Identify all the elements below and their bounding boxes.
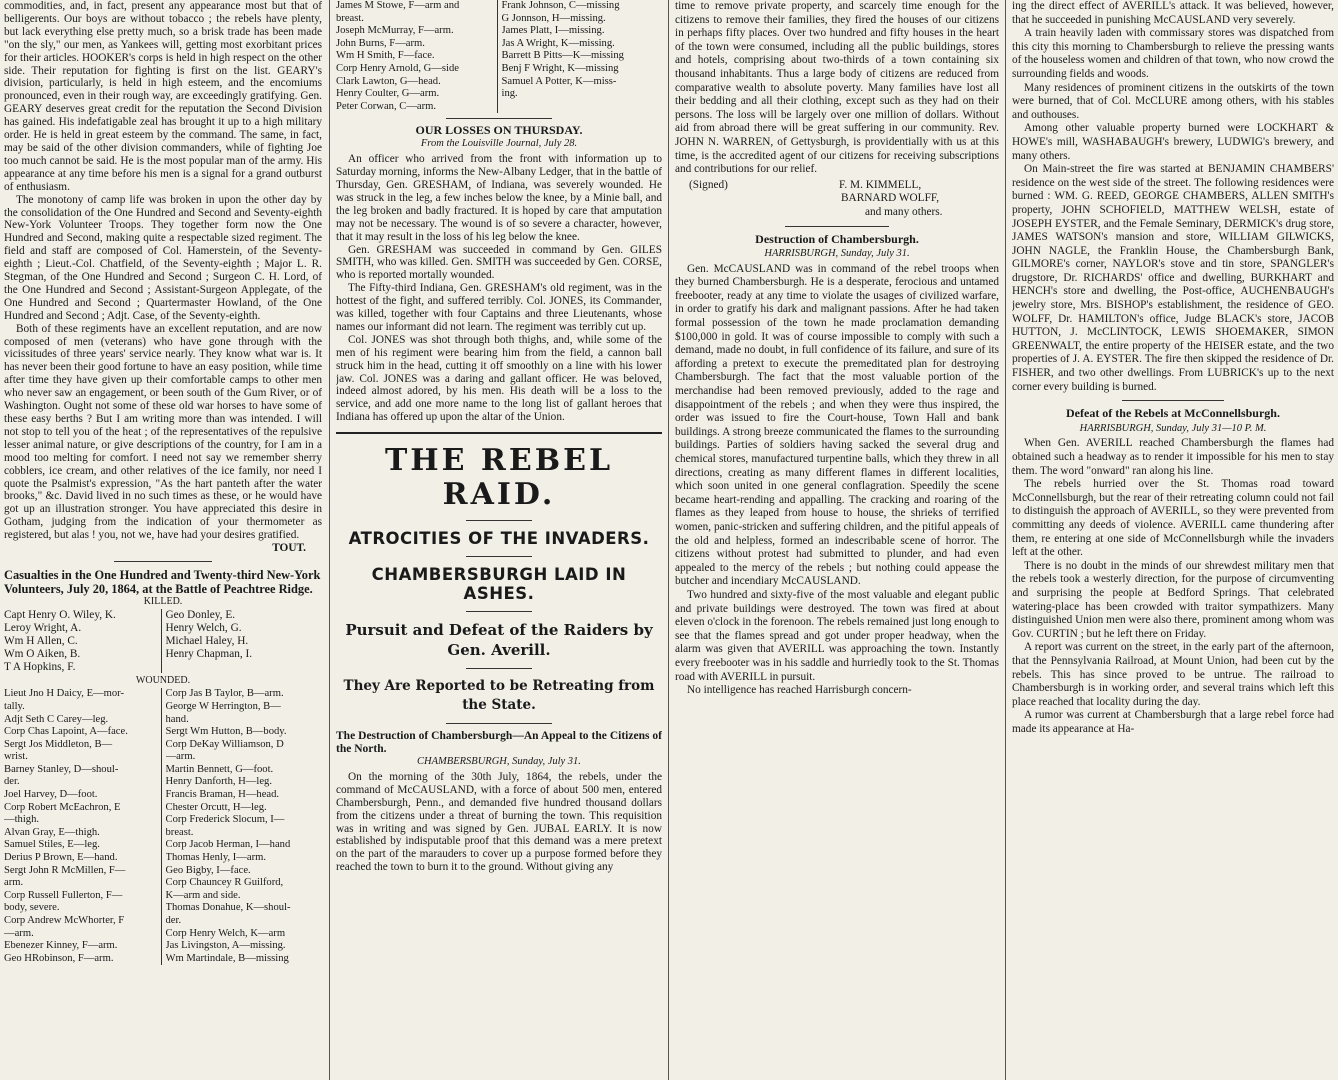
casualty-list-right	[497, 0, 663, 113]
section-divider	[114, 561, 212, 562]
article-paragraph: ing the direct effect of AVERILL's attack. It was believed, however, that he succeeded in punishing McCAUSLAND very severely.	[1012, 0, 1334, 26]
raid-subheadline-1: ATROCITIES OF THE INVADERS.	[348, 529, 650, 549]
killed-label: KILLED.	[143, 595, 183, 607]
article-paragraph: A rumor was current at Chambersburgh that a large rebel force had made its appearance at Ha-	[1012, 709, 1334, 735]
casualty-entry: T A Hopkins, F.	[4, 660, 76, 673]
casualty-entry: breast.	[165, 826, 194, 838]
killed-list-left	[4, 609, 161, 674]
casualty-entry: —arm.	[165, 751, 196, 763]
casualty-entry: Martin Bennett, G—foot.	[165, 763, 274, 775]
casualty-entry: body, severe.	[4, 902, 60, 914]
headline-divider	[466, 611, 532, 612]
article-paragraph: Gen. GRESHAM was succeeded in command by Gen. GILES SMITH, who was killed. Gen. SMITH was succeeded by Gen. CORSE, who is reported mortally wounded.	[336, 243, 662, 282]
casualty-entry: Michael Haley, H.	[165, 634, 249, 647]
casualty-entry: Lieut Jno H Daicy, E—mor-	[4, 688, 125, 700]
column-2	[336, 0, 662, 1080]
casualty-entry: der.	[165, 915, 182, 926]
article-paragraph: Two hundred and sixty-five of the most valuable and elegant public and private buildings were destroyed. The town was fired at about eleven o'clock in the forenoon. The rebels remained just long enough to see that the flames spread and got under proper headway, when the alarm was given that AVERILL was approaching the town. Instantly every freebooter was in his saddle and hurriedly took to the St. Thomas road with AVERILL in pursuit.	[675, 588, 999, 683]
casualty-entry: ing.	[501, 88, 518, 100]
casualty-entry: Wm H Allen, C.	[4, 634, 78, 647]
casualty-entry: Sergt Wm Hutton, B—body.	[165, 726, 287, 738]
wounded-list-left	[4, 688, 161, 965]
raid-headline: THE REBEL RAID.	[384, 443, 614, 513]
casualty-list-left	[336, 0, 497, 113]
casualty-entry: Corp Robert McEachron, E	[4, 801, 121, 813]
casualty-entry: Derius P Brown, E—hand.	[4, 852, 118, 864]
casualty-entry: Corp Frederick Slocum, I—	[165, 814, 285, 826]
casualty-entry: wrist.	[4, 751, 28, 763]
casualty-entry: Thomas Henly, I—arm.	[165, 852, 267, 864]
casualty-entry: Joseph McMurray, F—arm.	[336, 25, 454, 37]
casualties-title: Casualties in the One Hundred and Twenty-third New-York Volunteers, July 20, 1864, at the Battle of Peachtree Ridge.	[4, 567, 321, 596]
article-paragraph: On Main-street the fire was started at BENJAMIN CHAMBERS' residence on the west side of the street. The following residences were burned : WM. G. REED, GEORGE CHAMBERS, ALLEN SMITH's property, JOHN SCHOFIELD, MATTHEW WELSH, estate of JOSEPH EYSTER, and the Female Seminary, DERMICK's drug store, JAMES WATSON's mansion and store, WILLIAM GILWICKS, JOHN NAGLE, the Franklin House, the Chambersburgh Bank, GILMORE's corner, NAYLOR's stove and tin store, SPANGLER's drugstore, Dr. RICHARDS' office and dwelling, BURKHART and HENCH's store and dwelling, the Post-office, AUCHENBAUGH's jewelry store, Mrs. BISHOP's establishment, the residence of GEO. WOLFF, Dr. HAMILTON's office, Judge BLACK's store, JACOB HUTTON, J. McCLINTOCK, LEWIS SHOEMAKER, SIMON GREENWALT, the entire property of the HEISER estate, and the two properties of J. A. EYSTER. The fire then skipped the residence of Dr. FISHER, and two other dwellings. From LUBRICK's up to the next corner every building is burned.	[1012, 163, 1334, 393]
casualty-entry: tally.	[4, 700, 25, 712]
casualty-entry: Francis Braman, H—head.	[165, 789, 280, 801]
wounded-label: WOUNDED.	[135, 675, 191, 687]
casualty-entry: Henry Danforth, H—leg.	[165, 776, 272, 788]
column-3	[675, 0, 999, 1080]
casualty-entry: Thomas Donahue, K—shoul-	[165, 902, 291, 914]
section-divider	[1122, 400, 1224, 401]
casualty-entry: Corp Jas B Taylor, B—arm.	[165, 688, 284, 700]
casualty-entry: Sergt John R McMillen, F—	[4, 864, 126, 876]
casualty-entry: Capt Henry O. Wiley, K.	[4, 608, 116, 621]
casualty-entry: —arm.	[4, 927, 34, 939]
article-paragraph: On the morning of the 30th July, 1864, the rebels, under the command of McCAUSLAND, with a force of about 500 men, entered Chambersburgh, Penn., and demanded five hundred thousand dollars from the citizens under a threat of burning the town. This requisition was in writing and was signed by Gen. JUBAL EARLY. It is now established by indisputable proof that this demand was a mere pretext on the part of the marauders to cover up a purpose formed before they reached the town to burn it to the ground. Without giving any	[336, 770, 662, 874]
casualty-entry: Corp Chauncey R Guilford,	[165, 877, 284, 889]
article-paragraph: When Gen. AVERILL reached Chambersburgh the flames had obtained such a headway as to render it impossible for his men to stay them. The word "onward" ran along his line.	[1012, 437, 1334, 477]
defeat-dateline: HARRISBURGH, Sunday, July 31—10 P. M.	[1079, 422, 1267, 434]
casualty-entry: James M Stowe, F—arm and	[336, 0, 460, 11]
casualty-entry: hand.	[165, 713, 189, 725]
article-paragraph: The Fifty-third Indiana, Gen. GRESHAM's old regiment, was in the hottest of the fight, and suffered terribly. Col. JONES, its Commander, was killed, together with four Captains and three Lieutenants, whose names our informant did not learn. The regiment was terribly cut up.	[336, 282, 662, 333]
casualty-entry: Sergt Jos Middleton, B—	[4, 738, 113, 750]
casualty-entry: James Platt, I—missing.	[501, 25, 605, 37]
casualty-entry: Wm H Smith, F—face.	[336, 50, 435, 62]
headline-divider	[466, 520, 532, 521]
defeat-headline: Defeat of the Rebels at McConnellsburgh.	[1066, 406, 1280, 421]
killed-list-right	[161, 609, 323, 674]
losses-dateline: From the Louisville Journal, July 28.	[420, 138, 578, 150]
signer-2: BARNARD WOLFF,	[841, 192, 940, 205]
casualty-entry: Henry Welch, G.	[165, 621, 242, 634]
raid-subheadline-3: Pursuit and Defeat of the Raiders by Gen. Averill.	[345, 621, 653, 660]
casualty-entry: John Burns, F—arm.	[336, 37, 425, 49]
casualty-entry: Peter Corwan, C—arm.	[336, 100, 437, 112]
casualty-entry: Corp Henry Welch, K—arm	[165, 927, 286, 939]
casualty-entry: Corp DeKay Williamson, D	[165, 738, 284, 750]
column-4	[1012, 0, 1334, 1080]
casualty-entry: Adjt Seth C Carey—leg.	[4, 713, 109, 725]
casualty-entry: Chester Orcutt, H—leg.	[165, 801, 267, 813]
article-paragraph: Col. JONES was shot through both thighs, and, while some of the men of his regiment were bearing him from the field, a cannon ball struck him in the head, cutting it off smoothly on a line with his lower jaw. Col. JONES was a daring and gallant officer. He was beloved, indeed almost adored, by his men. His death will be a loss to the service, and add one more name to the long list of gallant heroes that Indiana has offered up upon the altar of the Union.	[336, 333, 662, 424]
casualty-entry: Corp Andrew McWhorter, F	[4, 915, 125, 926]
raid-subheadline-4: They Are Reported to be Retreating from the State.	[343, 678, 655, 714]
casualty-list-continued	[336, 0, 662, 113]
destruction2-dateline: HARRISBURGH, Sunday, July 31.	[764, 248, 910, 260]
casualty-entry: Jas Livingston, A—missing.	[165, 940, 286, 952]
section-divider	[785, 226, 889, 227]
raid-subheadline-2: CHAMBERSBURGH LAID IN ASHES.	[371, 565, 627, 604]
casualty-entry: Benj F Wright, K—missing	[501, 62, 619, 74]
article-paragraph: The monotony of camp life was broken in upon the other day by the consolidation of the One Hundred and Second and Seventy-eighth New-York Volunteer Troops. They together form now the One Hundred and Second, making quite a respectable sized regiment. The field and staff are composed of Col. Hamerstein, of the Seventy-eighth ; Lieut.-Col. Chatfield, of the Seventy-eighth ; Major L. R. Stegman, of the One Hundred and Second ; Surgeon C. H. Lord, of the One Hundred and Second ; Assistant-Surgeon Applegate, of the One Hundred and Second ; Quartermaster Howland, of the One Hundred and Second ; Adjt. Case, of the Seventy-eighth.	[4, 193, 322, 322]
casualty-entry: Samuel Stiles, E—leg.	[4, 839, 100, 851]
article-paragraph: Gen. McCAUSLAND was in command of the rebel troops when they burned Chambersburgh. He is a desperate, ferocious and untamed freebooter, ready at any time to violate the usages of civilized warfare, in order to gratify his dark and malignant passions. After he had taken formal possession of the town he made proclamation demanding $100,000 in gold. It was of course impossible to comply with such a demand, made no doubt, in full confidence of its failure, and sure of its affording a pretext to execute the premeditated plan for destroying Chambersburgh. The fact that the most valuable portion of the merchandise had been removed previously, added to the rage and disappointment of the rebels ; and when they were thus inspired, the order was issued to fire the Court-house, Town Hall and bank buildings. A strong breeze communicated the flames to the surrounding buildings. Parties of soldiers having sacked the several drug and chemical stores, manufactured turpentine balls, which they threw in all directions, creating as many different flames in different localities, which soon united in one general conflagration. Speedily the scene became heart-rending and appalling. The cracking and roaring of the flames as they leaped from house to house, the shrieks of terrified women, panic-stricken and suffering children, and the pitiful appeals of the old and helpless, formed an indescribable scene of horror. The citizens without protest had submitted to plunder, and had even appealed to the mercy of the rebels ; but nothing could appease the butcher and incendiary McCAUSLAND.	[675, 262, 999, 588]
signer-3: and many others.	[865, 205, 943, 218]
casualty-entry: G Jonnson, H—missing.	[501, 12, 606, 24]
wounded-list	[4, 688, 322, 965]
casualty-entry: Corp Russell Fullerton, F—	[4, 889, 123, 901]
casualty-entry: Frank Johnson, C—missing	[501, 0, 620, 11]
casualty-entry: Corp Chas Lapoint, A—face.	[4, 726, 128, 738]
article-paragraph: time to remove private property, and scarcely time enough for the citizens to remove their families, they fired the houses of our citizens in perhaps fifty places. Over two hundred and fifty houses in the heart of the town were consumed, including all the public buildings, stores and hotels, comprising about two-thirds of a town containing six thousand inhabitants. Thus a large body of citizens are reduced from comparative wealth to absolute poverty. Many families have lost all their bedding and all their clothing, except such as they had on their persons. The loss will be largely over one million of dollars. Without aid from abroad there will be great suffering in our community. Rev. JOHN N. WARREN, of Gettysburgh, is providentially with us at this time, is the accredited agent of our citizens for receiving subscriptions and contributions for our relief.	[675, 0, 999, 176]
casualty-entry: Clark Lawton, G—head.	[336, 75, 441, 87]
signature-block	[675, 179, 999, 220]
article-paragraph: An officer who arrived from the front with information up to Saturday morning, informs the New-Albany Ledger, that in the battle of Thursday, Gen. GRESHAM, of Indiana, was severely wounded. He was struck in the leg, a few inches below the knee, by a Minie ball, and the leg broken and badly fractured. It is hoped by care that amputation may not be necessary. The wound is of so severe a character, however, that it may result in the loss of his leg below the knee.	[336, 153, 662, 243]
casualty-entry: Wm Martindale, B—missing	[165, 952, 289, 964]
casualty-entry: Barrett B Pitts—K—missing	[501, 50, 624, 62]
wounded-list-right	[161, 688, 323, 965]
casualty-entry: Ebenezer Kinney, F—arm.	[4, 940, 118, 952]
column-rule	[668, 0, 669, 1080]
casualty-entry: Barney Stanley, D—shoul-	[4, 763, 119, 775]
signoff: TOUT.	[272, 542, 306, 555]
casualty-entry: Geo Donley, E.	[165, 608, 236, 621]
casualty-entry: Alvan Gray, E—thigh.	[4, 826, 100, 838]
casualty-entry: Corp Henry Arnold, G—side	[336, 62, 459, 74]
casualty-entry: Henry Chapman, I.	[165, 647, 253, 660]
article-paragraph: Both of these regiments have an excellent reputation, and are now composed of men (veterans) who have gone through with the vicissitudes of three years' service nearly. They know what war is. It has never been their good fortune to have an easy position, while time after time they have given up their comfortable camps to other men who never saw an engagement, or been south of the Gum River, or of Washington. Ought not some of these old war horses to have some of these easy berths ? But I am writing more than was intended. I will not stop to tell you of the heat ; of the representatives of the repulsive lesser animal nature, or give descriptions of the country, for I am in a mood too melting for comfort. I need not say we remember sherry cobblers, ice cream, and other relatives of the ice family, nor need I quote the Psalmist's expression, "As the hart panteth after the water brooks," &c. David lived in no such times as these, or he would have got up an illustration stronger. You have appreciated this desire in Gotham, judging from the indication of your thermometer as registered, but alas ! you, not we, have had your desires gratified.	[4, 322, 322, 542]
casualty-entry: George W Herrington, B—	[165, 700, 281, 712]
signed-label: (Signed)	[689, 178, 728, 191]
casualty-entry: Corp Jacob Herman, I—hand	[165, 839, 291, 851]
destruction-headline: The Destruction of Chambersburgh—An Appeal to the Citizens of the North.	[336, 730, 662, 756]
section-divider	[336, 432, 662, 434]
article-paragraph: Many residences of prominent citizens in the outskirts of the town were burned, that of Col. McCLURE among others, with his stables and outhouses.	[1012, 81, 1334, 121]
casualty-entry: Leroy Wright, A.	[4, 621, 82, 634]
casualty-entry: Samuel A Potter, K—miss-	[501, 75, 617, 87]
killed-list	[4, 609, 322, 674]
casualty-entry: breast.	[336, 12, 364, 24]
article-paragraph: The rebels hurried over the St. Thomas road toward McConnellsburgh, but the rear of their retreating column could not fail to distinguish the approach of AVERILL, so they were prevented from committing any deeds of violence. AVERILL came thundering after them, re entering at one side of McConnellsburgh while the invaders left at the other.	[1012, 478, 1334, 559]
headline-divider	[466, 556, 532, 557]
casualty-entry: Henry Coulter, G—arm.	[336, 88, 440, 100]
destruction2-headline: Destruction of Chambersburgh.	[755, 231, 919, 246]
article-paragraph: There is no doubt in the minds of our shrewdest military men that the rebels took a westerly direction, for the purpose of circumventing and surprising the people at Bedford Springs. That celebrated watering-place has been crowded with traitor sympathizers. Many distinguished Union men were also there, prominent among whom was Gov. CURTIN ; but he left there on Friday.	[1012, 559, 1334, 640]
column-rule	[329, 0, 330, 1080]
article-paragraph: No intelligence has reached Harrisburgh concern-	[687, 684, 912, 697]
casualty-entry: Wm O Aiken, B.	[4, 647, 81, 660]
article-paragraph: commodities, and, in fact, present any appearance most but that of belligerents. Our boys are without tobacco ; the rebels have plenty, but lack everything else pretty much, so a brisk trade has been made "on the sly," our men, as Yankees will, getting most exorbitant prices for their articles. HOOKER's corps is held in high respect on the other side. Their reputation for fighting is first on the list. GEARY's division, particularly, is held in high esteem, and the encomiums pronounced, even in their rough way, are exceedingly gratifying. Gen. GEARY deserves great credit for the reputation the Second Division has gained. His indefatigable zeal has brought it up to a high military order. He is held in great esteem by the command. The same, in fact, may be said of the other division commanders, while of fighting Joe too much cannot be said. He is the most popular man of the army. His appearance at any time before his men is a signal for a grand outburst of enthusiasm.	[4, 0, 322, 193]
article-paragraph: A train heavily laden with commissary stores was dispatched from this city this morning to Chambersburgh to relieve the pressing wants of the houseless women and children of that town, who now crowd the surrounding fields and woods.	[1012, 27, 1334, 80]
casualty-entry: arm.	[4, 877, 24, 889]
section-divider	[446, 723, 552, 724]
signer-1: F. M. KIMMELL,	[839, 178, 922, 191]
casualty-entry: Geo Bigby, I—face.	[165, 864, 251, 876]
casualty-entry: K—arm and side.	[165, 889, 241, 901]
losses-headline: OUR LOSSES ON THURSDAY.	[415, 123, 583, 138]
section-divider	[446, 118, 552, 119]
article-paragraph: Among other valuable property burned were LOCKHART & HOWE's mill, WASHABAUGH's brewery, LUDWIG's brewery, and many others.	[1012, 122, 1334, 162]
casualty-entry: —thigh.	[4, 814, 40, 826]
destruction-dateline: CHAMBERSBURGH, Sunday, July 31.	[417, 756, 581, 767]
casualty-entry: der.	[4, 776, 20, 788]
headline-divider	[466, 668, 532, 669]
column-rule	[1005, 0, 1006, 1080]
column-1	[4, 0, 322, 1080]
article-paragraph: A report was current on the street, in the early part of the afternoon, that the Pennsylvania Railroad, at Mount Union, had been cut by the rebels. This has since proved to be untrue. The railroad to Chambersburgh is in working order, and several trains which left this place reached that locality during the day.	[1012, 641, 1334, 708]
casualty-entry: Jas A Wright, K—missing.	[501, 37, 615, 49]
casualty-entry: Joel Harvey, D—foot.	[4, 789, 98, 801]
casualty-entry: Geo HRobinson, F—arm.	[4, 952, 114, 964]
